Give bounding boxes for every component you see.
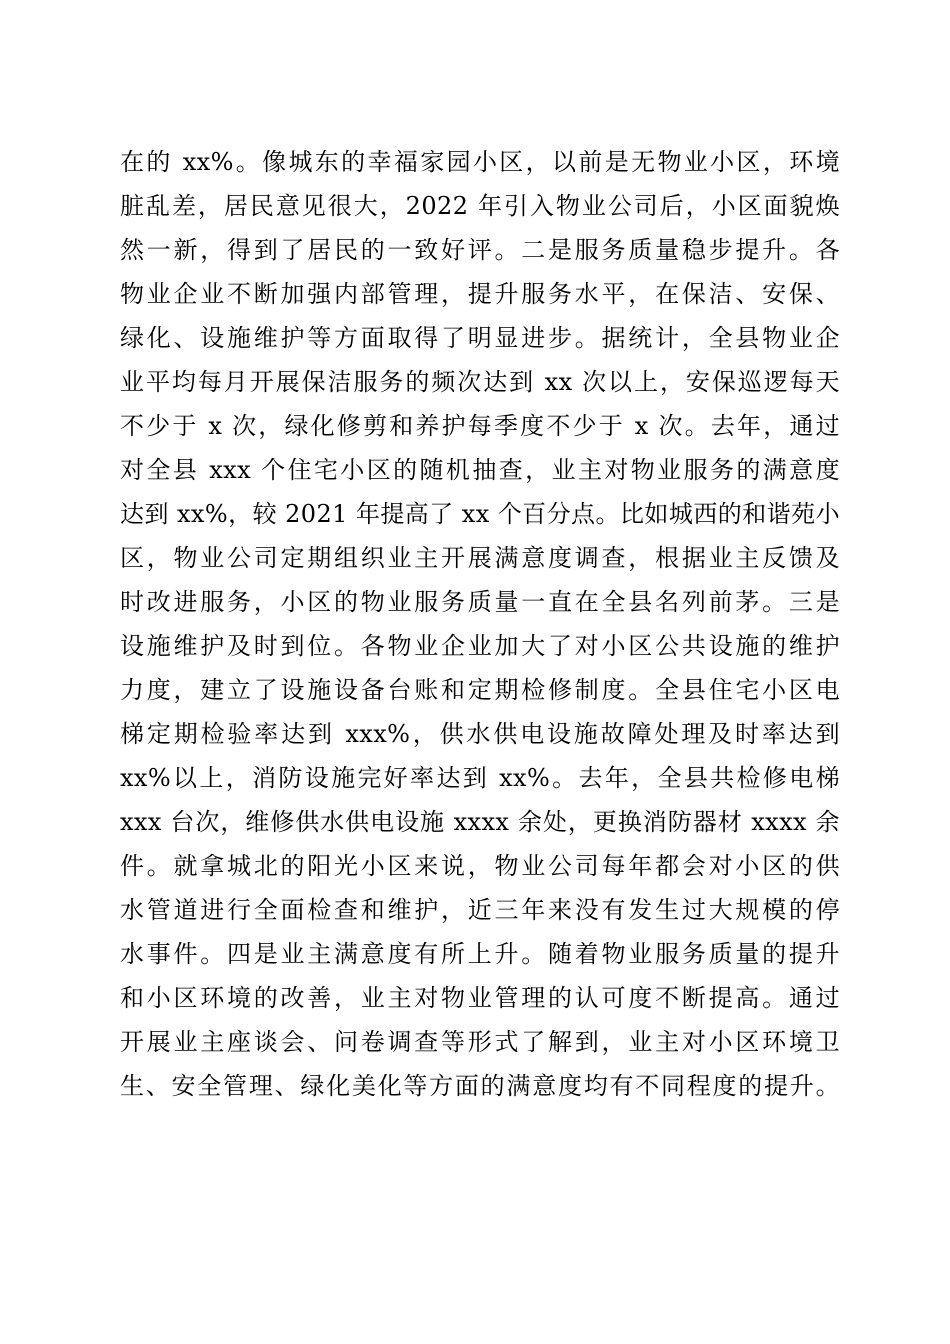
text-line: xxx 台次，维修供水供电设施 xxxx 余处，更换消防器材 xxxx 余 — [120, 808, 840, 836]
text-line: 开展业主座谈会、问卷调查等形式了解到，业主对小区环境卫 — [120, 1028, 840, 1056]
text-line: 件。就拿城北的阳光小区来说，物业公司每年都会对小区的供 — [120, 852, 840, 880]
text-line: 对全县 xxx 个住宅小区的随机抽查，业主对物业服务的满意度 — [120, 456, 840, 484]
text-line: 物业企业不断加强内部管理，提升服务水平，在保洁、安保、 — [120, 280, 840, 308]
text-line: 达到 xx%，较 2021 年提高了 xx 个百分点。比如城西的和谐苑小 — [120, 500, 840, 528]
text-line: xx%以上，消防设施完好率达到 xx%。去年，全县共检修电梯 — [120, 764, 840, 792]
text-line: 生、安全管理、绿化美化等方面的满意度均有不同程度的提升。 — [120, 1072, 840, 1100]
text-line: 绿化、设施维护等方面取得了明显进步。据统计，全县物业企 — [120, 324, 840, 352]
text-line: 力度，建立了设施设备台账和定期检修制度。全县住宅小区电 — [120, 676, 840, 704]
text-line: 梯定期检验率达到 xxx%，供水供电设施故障处理及时率达到 — [120, 720, 840, 748]
text-line: 不少于 x 次，绿化修剪和养护每季度不少于 x 次。去年，通过 — [120, 412, 840, 440]
text-line: 时改进服务，小区的物业服务质量一直在全县名列前茅。三是 — [120, 588, 840, 616]
text-line: 设施维护及时到位。各物业企业加大了对小区公共设施的维护 — [120, 632, 840, 660]
text-line: 然一新，得到了居民的一致好评。二是服务质量稳步提升。各 — [120, 236, 840, 264]
text-line: 水事件。四是业主满意度有所上升。随着物业服务质量的提升 — [120, 940, 840, 968]
body-paragraph — [120, 140, 840, 1108]
text-line: 区，物业公司定期组织业主开展满意度调查，根据业主反馈及 — [120, 544, 840, 572]
text-line: 和小区环境的改善，业主对物业管理的认可度不断提高。通过 — [120, 984, 840, 1012]
text-line: 业平均每月开展保洁服务的频次达到 xx 次以上，安保巡逻每天 — [120, 368, 840, 396]
text-line: 在的 xx%。像城东的幸福家园小区，以前是无物业小区，环境 — [120, 148, 840, 176]
text-line: 脏乱差，居民意见很大，2022 年引入物业公司后，小区面貌焕 — [120, 192, 840, 220]
text-line: 水管道进行全面检查和维护，近三年来没有发生过大规模的停 — [120, 896, 840, 924]
